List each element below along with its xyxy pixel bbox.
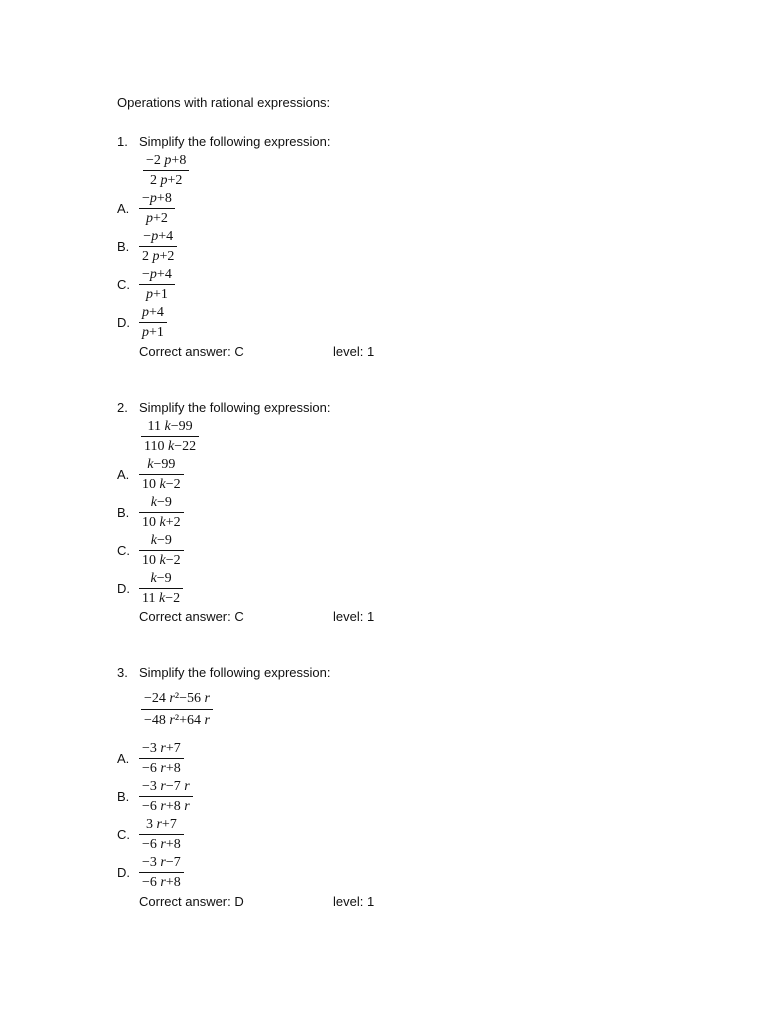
option-numerator: p+4 <box>142 305 164 320</box>
option-numerator: k−9 <box>150 571 172 586</box>
correct-answer: Correct answer: C <box>139 609 244 624</box>
option-b-expression <box>139 229 177 265</box>
question-prompt: Simplify the following expression: <box>139 400 331 415</box>
difficulty-level: level: 1 <box>333 609 375 624</box>
option-label: D. <box>117 315 130 330</box>
page-title: Operations with rational expressions: <box>117 95 331 110</box>
expression-numerator: 11 k−99 <box>147 419 193 434</box>
option-numerator: −3 r+7 <box>142 741 181 756</box>
option-numerator: k−9 <box>150 495 172 510</box>
option-numerator: k−99 <box>147 457 176 472</box>
option-numerator: −p+4 <box>143 229 174 244</box>
option-label: B. <box>117 239 130 254</box>
answer-row <box>139 344 375 359</box>
option-denominator: 11 k−2 <box>142 591 181 606</box>
question-header <box>117 400 330 415</box>
question-number: 3. <box>117 665 128 680</box>
option-label: C. <box>117 543 130 558</box>
question-prompt: Simplify the following expression: <box>139 134 331 149</box>
option-label: A. <box>117 201 130 216</box>
option-denominator: p+1 <box>145 287 168 302</box>
option-numerator: −3 r−7 <box>142 855 181 870</box>
option-d-expression <box>139 855 184 891</box>
option-label: D. <box>117 581 130 596</box>
option-a-expression <box>139 191 175 227</box>
option-denominator: −6 r+8 <box>142 761 181 776</box>
option-label: D. <box>117 865 130 880</box>
option-c-expression <box>139 817 184 853</box>
option-label: C. <box>117 277 130 292</box>
option-numerator: −p+8 <box>142 191 172 206</box>
correct-answer: Correct answer: C <box>139 344 244 359</box>
expression-numerator: −24 r²−56 r <box>144 691 210 706</box>
option-denominator: 10 k−2 <box>142 553 181 568</box>
option-denominator: 10 k+2 <box>142 515 181 530</box>
question-expression <box>141 419 199 455</box>
option-numerator: −p+4 <box>142 267 172 282</box>
option-label: B. <box>117 789 130 804</box>
expression-denominator: 110 k−22 <box>144 439 197 454</box>
difficulty-level: level: 1 <box>333 894 375 909</box>
option-c-expression <box>139 267 175 303</box>
correct-answer: Correct answer: D <box>139 894 244 909</box>
option-denominator: −6 r+8 r <box>142 799 190 814</box>
option-b-expression <box>139 779 193 815</box>
option-denominator: −6 r+8 <box>142 837 181 852</box>
option-denominator: p+2 <box>145 211 168 226</box>
option-numerator: 3 r+7 <box>145 817 177 832</box>
option-denominator: −6 r+8 <box>142 875 181 890</box>
option-d-expression <box>139 305 167 341</box>
option-b-expression <box>139 495 184 531</box>
answer-row <box>139 894 375 909</box>
expression-denominator: 2 p+2 <box>149 173 183 188</box>
expression-numerator: −2 p+8 <box>146 153 187 168</box>
expression-denominator: −48 r²+64 r <box>144 713 210 728</box>
question-prompt: Simplify the following expression: <box>139 665 331 680</box>
option-label: B. <box>117 505 130 520</box>
option-a-expression <box>139 457 184 493</box>
answer-row <box>139 609 375 624</box>
option-label: A. <box>117 751 130 766</box>
option-denominator: 2 p+2 <box>142 249 175 264</box>
option-a-expression <box>139 741 184 777</box>
option-d-expression <box>139 571 183 607</box>
option-c-expression <box>139 533 184 569</box>
difficulty-level: level: 1 <box>333 344 375 359</box>
question-expression <box>143 153 189 189</box>
option-label: A. <box>117 467 130 482</box>
question-number: 1. <box>117 134 128 149</box>
question-header <box>117 134 330 149</box>
question-header <box>117 665 330 680</box>
option-label: C. <box>117 827 130 842</box>
question-number: 2. <box>117 400 128 415</box>
question-expression <box>141 690 213 730</box>
option-numerator: −3 r−7 r <box>142 779 190 794</box>
option-denominator: 10 k−2 <box>142 477 181 492</box>
option-numerator: k−9 <box>150 533 172 548</box>
option-denominator: p+1 <box>142 325 164 340</box>
